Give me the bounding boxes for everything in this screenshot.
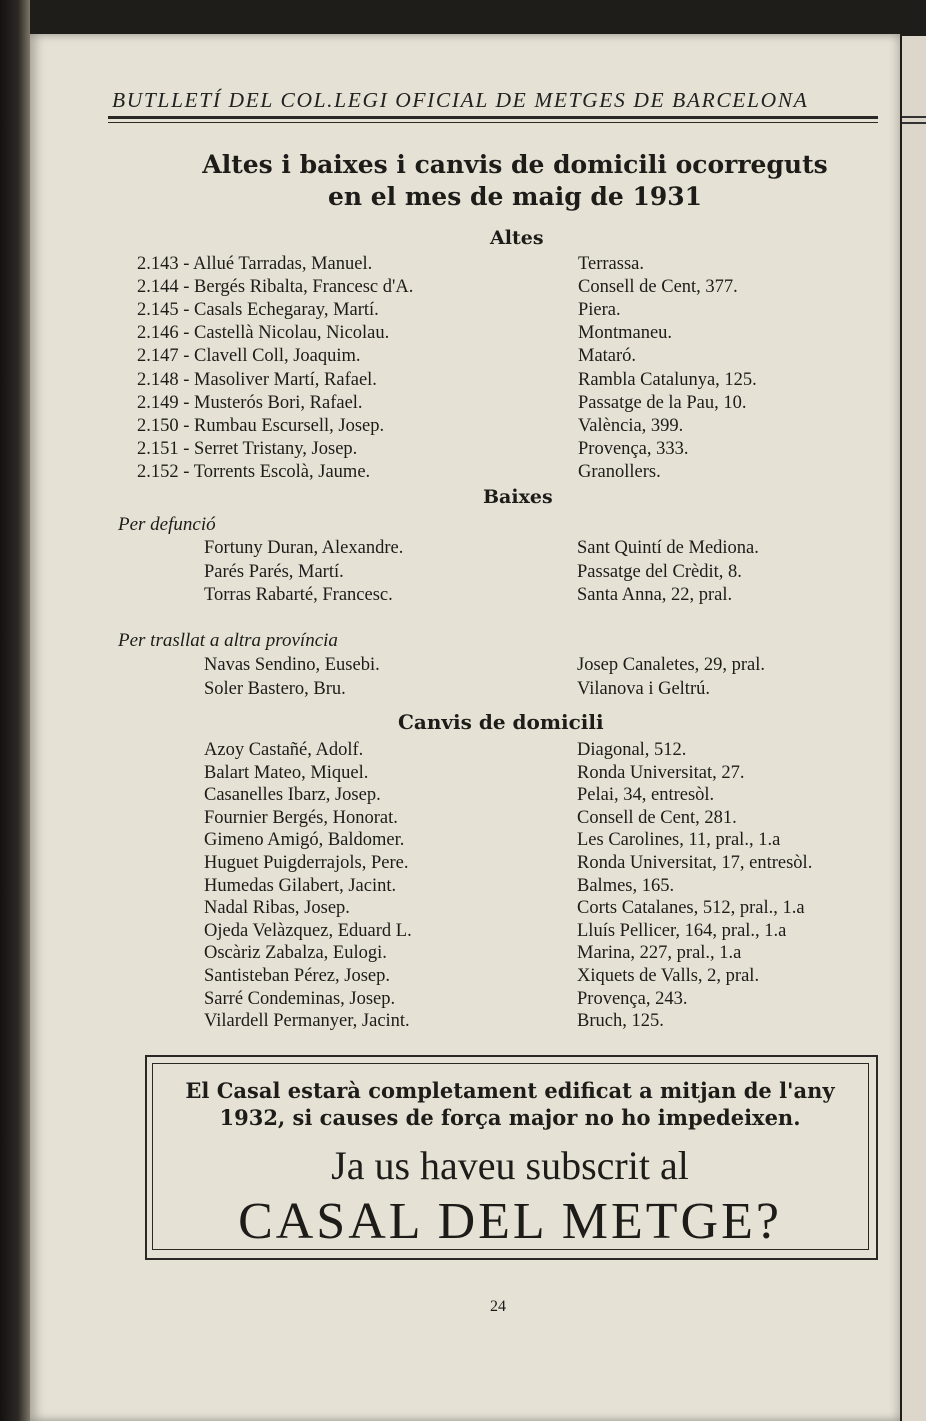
baixa-defuncio-address: Santa Anna, 22, pral. (577, 585, 733, 605)
alta-entry-address: Passatge de la Pau, 10. (578, 392, 747, 413)
canvi-entry-address: Corts Catalanes, 512, pral., 1.a (577, 898, 805, 919)
baixa-defuncio-name: Parés Parés, Martí. (204, 561, 344, 582)
alta-entry-name: 2.145 - Casals Echegaray, Martí. (137, 300, 379, 321)
alta-entry-address: Terrassa. (578, 254, 644, 274)
canvi-entry-name: Azoy Castañé, Adolf. (204, 740, 364, 760)
baixa-defuncio-name: Fortuny Duran, Alexandre. (204, 538, 404, 558)
section-heading-canvis: Canvis de domicili (398, 710, 604, 734)
canvi-entry-name: Balart Mateo, Miquel. (204, 762, 369, 783)
canvi-entry-name: Fournier Bergés, Honorat. (204, 807, 398, 828)
baixa-trasllat-name: Soler Bastero, Bru. (204, 678, 346, 699)
canvi-entry-address: Ronda Universitat, 17, entresòl. (577, 853, 813, 873)
baixa-trasllat-address: Vilanova i Geltrú. (577, 678, 710, 699)
canvi-entry-name: Vilardell Permanyer, Jacint. (204, 1011, 410, 1032)
canvi-entry-address: Bruch, 125. (577, 1011, 664, 1032)
section-heading-baixes: Baixes (483, 486, 553, 508)
canvi-entry-name: Humedas Gilabert, Jacint. (204, 875, 397, 896)
alta-entry-name: 2.148 - Masoliver Martí, Rafael. (137, 369, 377, 390)
canvi-entry-name: Oscàriz Zabalza, Eulogi. (204, 943, 387, 964)
section-heading-altes: Altes (490, 227, 544, 249)
subsection-defuncio: Per defunció (118, 514, 216, 535)
baixa-defuncio-address: Passatge del Crèdit, 8. (577, 561, 742, 582)
alta-entry-address: Montmaneu. (578, 323, 673, 344)
header-rule-thick (108, 116, 878, 119)
alta-entry-name: 2.144 - Bergés Ribalta, Francesc d'A. (137, 277, 414, 298)
canvi-entry-name: Santisteban Pérez, Josep. (204, 966, 390, 986)
canvi-entry-name: Gimeno Amigó, Baldomer. (204, 830, 405, 851)
canvi-entry-address: Diagonal, 512. (577, 740, 687, 760)
page-title-line2: en el mes de maig de 1931 (327, 182, 703, 211)
alta-entry-name: 2.149 - Musterós Bori, Rafael. (137, 392, 363, 413)
notice-line1: El Casal estarà completament edificat a mitjan de l'any (185, 1078, 835, 1103)
page-number: 24 (490, 1298, 506, 1315)
canvi-entry-name: Casanelles Ibarz, Josep. (204, 785, 381, 806)
alta-entry-name: 2.152 - Torrents Escolà, Jaume. (137, 461, 371, 482)
notice-title: CASAL DEL METGE? (238, 1193, 782, 1250)
alta-entry-name: 2.150 - Rumbau Escursell, Josep. (137, 415, 385, 436)
notice-line2: 1932, si causes de força major no ho impedeixen. (219, 1105, 801, 1130)
canvi-entry-name: Huguet Puigderrajols, Pere. (204, 853, 409, 873)
canvi-entry-address: Pelai, 34, entresòl. (577, 785, 715, 806)
alta-entry-address: Granollers. (578, 461, 661, 482)
baixa-trasllat-name: Navas Sendino, Eusebi. (204, 655, 380, 675)
baixa-defuncio-address: Sant Quintí de Mediona. (577, 538, 759, 558)
adjacent-rule (902, 122, 926, 124)
baixa-defuncio-name: Torras Rabarté, Francesc. (204, 585, 393, 605)
canvi-entry-address: Les Carolines, 11, pral., 1.a (577, 830, 781, 851)
alta-entry-address: Rambla Catalunya, 125. (578, 369, 757, 390)
canvi-entry-address: Marina, 227, pral., 1.a (577, 943, 742, 964)
journal-header: BUTLLETÍ DEL COL.LEGI OFICIAL DE METGES DE BARCELONA (112, 88, 809, 112)
canvi-entry-address: Consell de Cent, 281. (577, 807, 737, 828)
alta-entry-name: 2.151 - Serret Tristany, Josep. (137, 438, 358, 459)
subsection-trasllat: Per trasllat a altra província (118, 630, 338, 651)
alta-entry-address: Piera. (578, 300, 621, 321)
canvi-entry-address: Lluís Pellicer, 164, pral., 1.a (577, 920, 787, 941)
alta-entry-name: 2.146 - Castellà Nicolau, Nicolau. (137, 323, 390, 344)
canvi-entry-name: Nadal Ribas, Josep. (204, 898, 350, 919)
adjacent-rule (902, 116, 926, 118)
alta-entry-address: Provença, 333. (578, 438, 689, 459)
header-rule-thin (108, 122, 878, 123)
canvi-entry-address: Xiquets de Valls, 2, pral. (577, 966, 760, 986)
canvi-entry-address: Ronda Universitat, 27. (577, 762, 745, 783)
alta-entry-address: Consell de Cent, 377. (578, 277, 738, 298)
alta-entry-name: 2.147 - Clavell Coll, Joaquim. (137, 346, 361, 367)
alta-entry-address: València, 399. (578, 415, 684, 436)
adjacent-page-edge (902, 36, 926, 1421)
canvi-entry-address: Balmes, 165. (577, 875, 675, 896)
alta-entry-name: 2.143 - Allué Tarradas, Manuel. (137, 254, 373, 274)
page-title-line1: Altes i baixes i canvis de domicili ocorreguts (202, 150, 828, 179)
canvi-entry-name: Ojeda Velàzquez, Eduard L. (204, 920, 412, 941)
book-spine-shadow (0, 0, 30, 1421)
canvi-entry-address: Provença, 243. (577, 988, 688, 1009)
notice-question: Ja us haveu subscrit al (331, 1143, 689, 1188)
baixa-trasllat-address: Josep Canaletes, 29, pral. (577, 655, 766, 675)
canvi-entry-name: Sarré Condeminas, Josep. (204, 988, 396, 1009)
alta-entry-address: Mataró. (578, 346, 637, 367)
